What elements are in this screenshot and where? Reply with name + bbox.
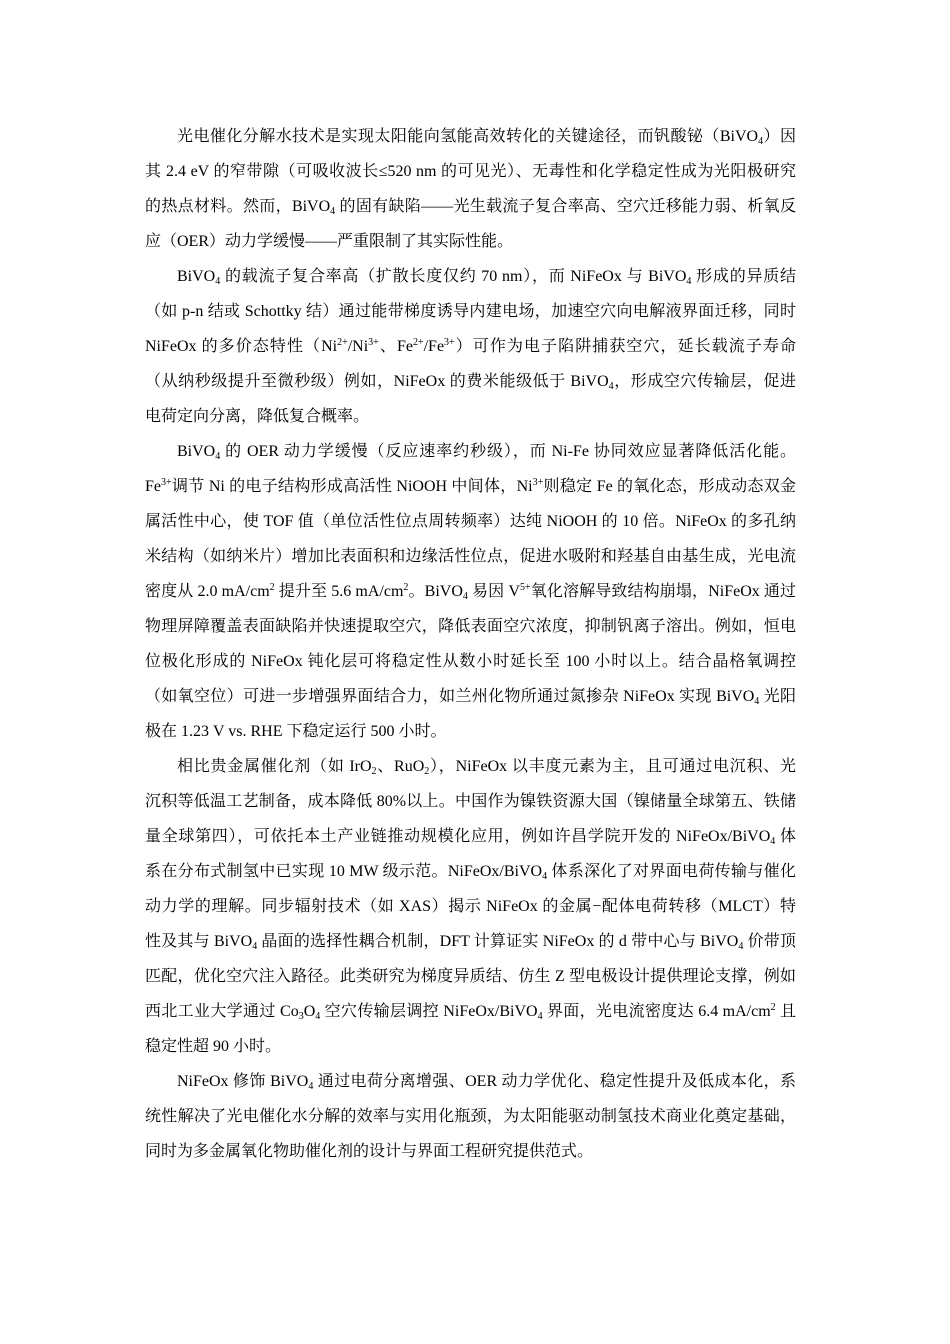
- text-run: NiFeOx 的多价态特性（Ni: [145, 338, 338, 355]
- text-run: 的热点材料。然而，BiVO: [145, 198, 331, 215]
- text-run: 的固有缺陷——光生载流子复合率高、空穴迁移能力弱、析氧反: [335, 198, 796, 215]
- text-line: [145, 434, 796, 469]
- superscript: 3+: [368, 337, 379, 348]
- text-run: 、Fe: [378, 338, 413, 355]
- text-line: [145, 924, 796, 959]
- subscript: 4: [215, 276, 221, 287]
- text-line: [145, 364, 796, 399]
- text-run: 物理屏障覆盖表面缺陷并快速提取空穴，降低表面空穴浓度，抑制钒离子溶出。例如，恒电: [145, 618, 796, 635]
- paragraph: [145, 749, 796, 1064]
- subscript: 4: [608, 381, 614, 392]
- text-run: （如氧空位）可进一步增强界面结合力，如兰州化物所通过氮掺杂 NiFeOx 实现 BiVO: [145, 688, 755, 705]
- superscript: 3+: [444, 337, 455, 348]
- text-line: [145, 574, 796, 609]
- text-run: 且: [775, 1003, 796, 1020]
- subscript: 4: [330, 206, 336, 217]
- paragraph: [145, 434, 796, 749]
- text-run: 界面，光电流密度达 6.4 mA/cm: [542, 1003, 771, 1020]
- text-line: [145, 994, 796, 1029]
- subscript: 4: [770, 836, 776, 847]
- superscript: 2+: [412, 337, 424, 348]
- text-line: [145, 1099, 796, 1134]
- text-run: 应（OER）动力学缓慢——严重限制了其实际性能。: [145, 233, 514, 250]
- text-run: 极在 1.23 V vs. RHE 下稳定运行 500 小时。: [145, 723, 447, 740]
- text-run: 形成的异质结: [691, 268, 796, 285]
- text-run: 。BiVO: [408, 583, 463, 600]
- text-run: 相比贵金属催化剂（如 IrO: [177, 758, 372, 775]
- text-run: 密度从 2.0 mA/cm: [145, 583, 270, 600]
- text-line: [145, 154, 796, 189]
- subscript: 4: [308, 1081, 314, 1092]
- text-run: 氧化溶解导致结构崩塌，NiFeOx 通过: [530, 583, 797, 600]
- text-run: 沉积等低温工艺制备，成本降低 80%以上。中国作为镍铁资源大国（镍储量全球第五、铁储: [145, 793, 796, 810]
- text-run: ，形成空穴传输层，促进: [613, 373, 796, 390]
- text-line: [145, 889, 796, 924]
- subscript: 4: [754, 696, 760, 707]
- text-line: [145, 504, 796, 539]
- superscript: 3+: [161, 477, 172, 488]
- superscript: 2: [403, 582, 409, 593]
- text-run: /Fe: [423, 338, 445, 355]
- superscript: 2: [269, 582, 275, 593]
- subscript: 2: [424, 766, 430, 777]
- document-body: [145, 119, 796, 1169]
- text-run: ）可作为电子陷阱捕获空穴，延长载流子寿命: [454, 338, 796, 355]
- text-line: [145, 259, 796, 294]
- superscript: 2+: [337, 337, 348, 348]
- text-run: 易因 V: [467, 583, 520, 600]
- subscript: 3: [298, 1011, 304, 1022]
- text-run: NiFeOx 修饰 BiVO: [177, 1073, 309, 1090]
- text-run: /Ni: [347, 338, 369, 355]
- text-line: [145, 644, 796, 679]
- text-run: 光电催化分解水技术是实现太阳能向氢能高效转化的关键途径，而钒酸铋（BiVO: [177, 128, 759, 145]
- text-run: O: [303, 1003, 316, 1020]
- text-line: [145, 714, 796, 749]
- text-run: 性及其与 BiVO: [145, 933, 253, 950]
- text-run: 晶面的选择性耦合机制，DFT 计算证实 NiFeOx 的 d 带中心与 BiVO: [257, 933, 739, 950]
- text-run: 的 OER 动力学缓慢（反应速率约秒级），而 Ni-Fe 协同效应显著降低活化能。: [220, 443, 796, 460]
- paragraph: [145, 119, 796, 259]
- text-run: 米结构（如纳米片）增加比表面积和边缘活性位点，促进水吸附和羟基自由基生成，光电流: [145, 548, 796, 565]
- subscript: 4: [215, 451, 221, 462]
- text-line: [145, 784, 796, 819]
- text-run: 统性解决了光电催化水分解的效率与实用化瓶颈，为太阳能驱动制氢技术商业化奠定基础，: [145, 1108, 796, 1125]
- text-run: 电荷定向分离，降低复合概率。: [145, 408, 370, 425]
- text-run: BiVO: [177, 268, 216, 285]
- text-run: 通过电荷分离增强、OER 动力学优化、稳定性提升及低成本化，系: [313, 1073, 796, 1090]
- text-run: 属活性中心，使 TOF 值（单位活性位点周转频率）达纯 NiOOH 的 10 倍。NiFeOx 的多孔纳: [145, 513, 796, 530]
- text-run: ），NiFeOx 以丰度元素为主，且可通过电沉积、光: [429, 758, 796, 775]
- superscript: 5+: [520, 582, 531, 593]
- text-run: 量全球第四），可依托本土产业链推动规模化应用，例如许昌学院开发的 NiFeOx/BiVO: [145, 828, 771, 845]
- text-line: [145, 224, 796, 259]
- text-run: 同时为多金属氧化物助催化剂的设计与界面工程研究提供范式。: [145, 1143, 594, 1160]
- subscript: 4: [252, 941, 258, 952]
- text-line: [145, 819, 796, 854]
- subscript: 4: [758, 136, 764, 147]
- text-run: 体系深化了对界面电荷传输与催化: [547, 863, 796, 880]
- text-line: [145, 329, 796, 364]
- text-line: [145, 679, 796, 714]
- subscript: 4: [686, 276, 692, 287]
- text-line: [145, 1064, 796, 1099]
- subscript: 4: [315, 1011, 321, 1022]
- text-line: [145, 959, 796, 994]
- text-line: [145, 749, 796, 784]
- text-line: [145, 1134, 796, 1169]
- text-run: （从纳秒级提升至微秒级）例如，NiFeOx 的费米能级低于 BiVO: [145, 373, 609, 390]
- text-run: 提升至 5.6 mA/cm: [274, 583, 404, 600]
- text-run: BiVO: [177, 443, 216, 460]
- superscript: 3+: [532, 477, 544, 488]
- text-line: [145, 294, 796, 329]
- text-run: （如 p-n 结或 Schottky 结）通过能带梯度诱导内建电场，加速空穴向电解液界面迁移，同时: [145, 303, 796, 320]
- paragraph: [145, 259, 796, 434]
- text-run: 动力学的理解。同步辐射技术（如 XAS）揭示 NiFeOx 的金属−配体电荷转移（MLCT）特: [145, 898, 796, 915]
- text-line: [145, 1029, 796, 1064]
- text-line: [145, 854, 796, 889]
- text-run: 西北工业大学通过 Co: [145, 1003, 299, 1020]
- text-run: 调节 Ni 的电子结构形成高活性 NiOOH 中间体，Ni: [171, 478, 533, 495]
- subscript: 4: [462, 591, 468, 602]
- text-run: 其 2.4 eV 的窄带隙（可吸收波长≤520 nm 的可见光）、无毒性和化学稳定性成为光阳极研究: [145, 163, 796, 180]
- subscript: 4: [738, 941, 744, 952]
- subscript: 4: [537, 1011, 543, 1022]
- text-line: [145, 469, 796, 504]
- text-line: [145, 189, 796, 224]
- text-run: 体: [775, 828, 796, 845]
- text-line: [145, 539, 796, 574]
- paragraph: [145, 1064, 796, 1169]
- subscript: 4: [542, 871, 548, 882]
- text-line: [145, 399, 796, 434]
- text-run: 价带顶: [743, 933, 796, 950]
- text-run: 、RuO: [376, 758, 425, 775]
- subscript: 2: [371, 766, 377, 777]
- text-run: 稳定性超 90 小时。: [145, 1038, 282, 1055]
- superscript: 2: [770, 1002, 776, 1013]
- text-line: [145, 609, 796, 644]
- text-run: 系在分布式制氢中已实现 10 MW 级示范。NiFeOx/BiVO: [145, 863, 543, 880]
- text-run: 的载流子复合率高（扩散长度仅约 70 nm），而 NiFeOx 与 BiVO: [220, 268, 687, 285]
- text-run: 匹配，优化空穴注入路径。此类研究为梯度异质结、仿生 Z 型电极设计提供理论支撑，例如: [145, 968, 796, 985]
- text-line: [145, 119, 796, 154]
- text-run: 则稳定 Fe 的氧化态，形成动态双金: [543, 478, 796, 495]
- text-run: 光阳: [759, 688, 796, 705]
- text-run: 空穴传输层调控 NiFeOx/BiVO: [320, 1003, 538, 1020]
- text-run: 位极化形成的 NiFeOx 钝化层可将稳定性从数小时延长至 100 小时以上。结合晶格氧调控: [145, 653, 796, 670]
- text-run: ）因: [763, 128, 796, 145]
- text-run: Fe: [145, 478, 161, 495]
